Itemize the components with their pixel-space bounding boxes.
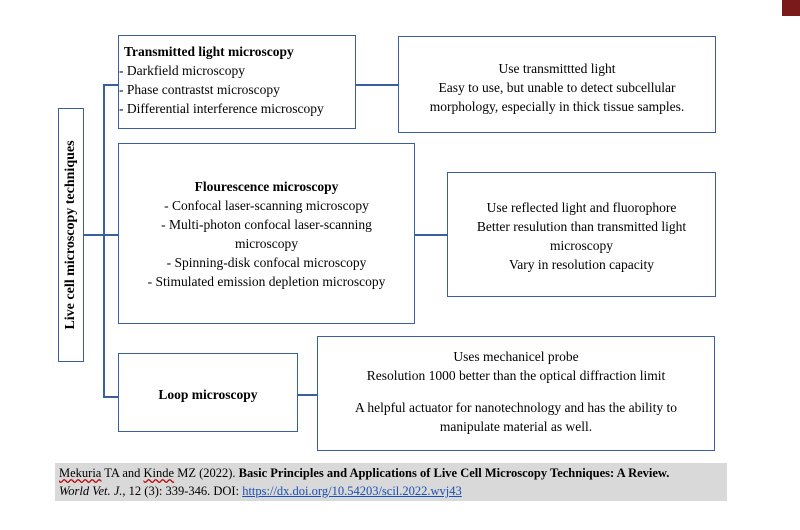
spacer [318, 385, 714, 398]
transmitted-title: Transmitted light microscopy [124, 44, 294, 59]
citation-doi-link[interactable]: https://dx.doi.org/10.54203/scil.2022.wvj43 [242, 484, 462, 498]
transmitted-item: - Phase contrastst microscopy [119, 82, 280, 97]
loop-desc-line: A helpful actuator for nanotechnology and has the ability to [354, 400, 678, 415]
fluorescence-title: Flourescence microscopy [194, 179, 339, 194]
root-label: Live cell microscopy techniques [63, 140, 78, 330]
transmitted-box [118, 35, 356, 129]
citation-journal: World Vet. J., [59, 484, 126, 498]
root-connector [84, 234, 104, 236]
corner-mark [782, 0, 800, 16]
fluorescence-desc-line: Better resulution than transmitted light [476, 219, 687, 234]
fluorescence-item: - Stimulated emission depletion microscopy [147, 274, 386, 289]
branch-fluorescence [103, 234, 118, 236]
transmitted-desc-box [398, 36, 716, 133]
trunk-line [103, 84, 105, 397]
transmitted-desc-line: morphology, especially in thick tissue samples. [429, 99, 685, 114]
transmitted-item: - Differential interference microscopy [119, 101, 324, 116]
link-transmitted [356, 84, 398, 86]
citation-author2: Kinde [143, 466, 175, 480]
fluorescence-desc-line: Vary in resolution capacity [508, 257, 655, 272]
fluorescence-item: - Spinning-disk confocal microscopy [166, 255, 367, 270]
transmitted-desc-line: Use transmittted light [498, 61, 616, 76]
loop-desc-line: Resolution 1000 better than the optical diffraction limit [366, 368, 666, 383]
citation-title: Basic Principles and Applications of Live Cell Microscopy Techniques: A Review. [238, 466, 670, 480]
branch-transmitted [103, 84, 118, 86]
citation-author-rest: TA and [101, 466, 144, 480]
transmitted-desc-line: Easy to use, but unable to detect subcellular [438, 80, 676, 95]
loop-desc-box [317, 336, 715, 451]
link-loop [298, 394, 317, 396]
root-box [58, 108, 84, 362]
loop-box [118, 353, 298, 432]
fluorescence-item: microscopy [235, 236, 298, 251]
loop-title: Loop microscopy [158, 387, 258, 402]
citation-author-tail: MZ (2022). [174, 466, 239, 480]
loop-desc-line: Uses mechanicel probe [453, 349, 579, 364]
fluorescence-desc-line: Use reflected light and fluorophore [486, 200, 677, 215]
citation-volume: 12 (3): 339-346. DOI: [125, 484, 243, 498]
branch-loop [103, 396, 118, 398]
citation-author1: Mekuria [59, 466, 102, 480]
transmitted-item: - Darkfield microscopy [119, 63, 245, 78]
fluorescence-desc-line: microscopy [550, 238, 613, 253]
fluorescence-item: - Confocal laser-scanning microscopy [164, 198, 369, 213]
citation [55, 463, 727, 501]
fluorescence-desc-box [447, 172, 716, 297]
fluorescence-item: - Multi-photon confocal laser-scanning [161, 217, 372, 232]
loop-desc-line: manipulate material as well. [439, 419, 593, 434]
fluorescence-box [118, 143, 415, 324]
link-fluorescence [415, 234, 447, 236]
